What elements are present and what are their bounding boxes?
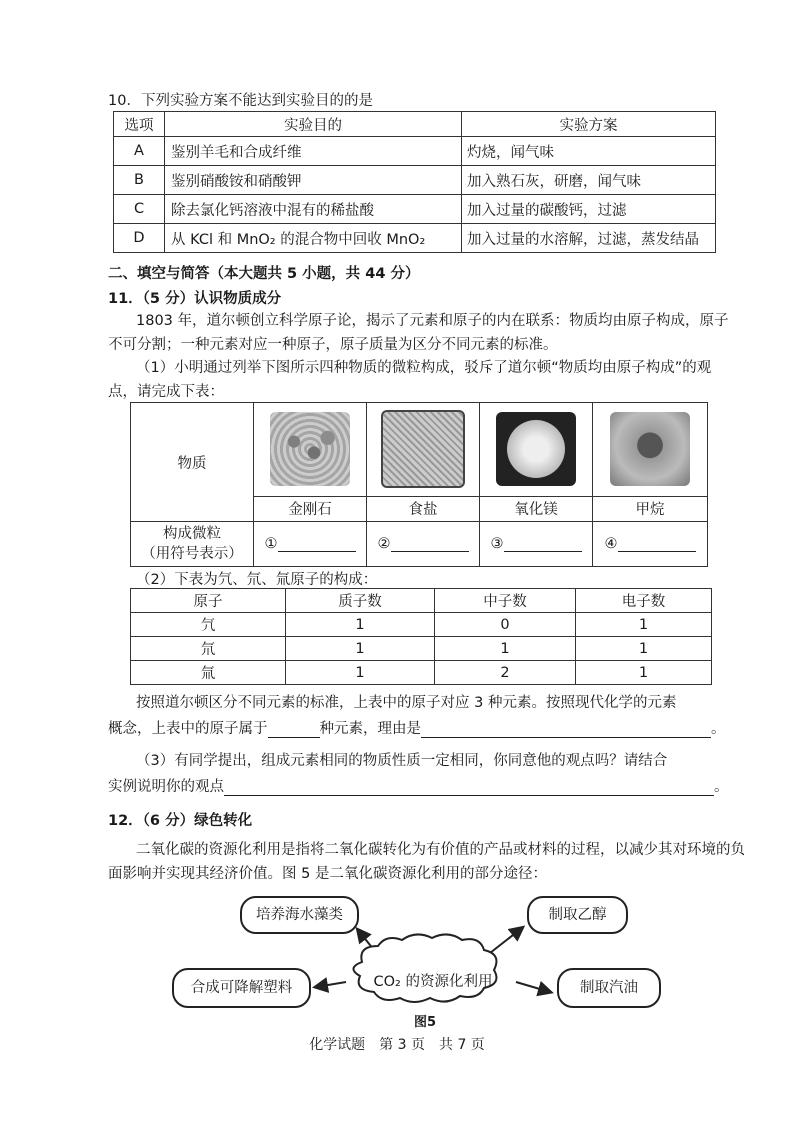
- blank-marker: ②: [377, 536, 391, 552]
- col-header: 实验目的: [165, 112, 462, 137]
- substance-label: 食盐: [367, 496, 480, 521]
- q11-intro: 1803 年，道尔顿创立科学原子论，揭示了元素和原子的内在联系：物质均由原子构成，原子不可分割；一种元素对应一种原子，原子质量为区分不同元素的标准。: [108, 313, 729, 353]
- plan-cell: 加入过量的碳酸钙，过滤: [462, 195, 716, 224]
- node-ethanol: 制取乙醇: [527, 896, 628, 934]
- row-label-line: （用符号表示）: [141, 546, 243, 562]
- option-label: D: [114, 224, 165, 253]
- atom-name: 氚: [131, 661, 286, 685]
- col-header: 质子数: [286, 589, 435, 613]
- neutron-count: 0: [435, 613, 576, 637]
- electron-count: 1: [576, 661, 712, 685]
- node-seaweed: 培养海水藻类: [240, 896, 359, 934]
- atom-name: 氘: [131, 637, 286, 661]
- row-label: 物质: [131, 403, 254, 522]
- arrow: [316, 982, 346, 987]
- col-header: 实验方案: [462, 112, 716, 137]
- option-label: A: [114, 137, 165, 166]
- substance-label: 氧化镁: [480, 496, 593, 521]
- arrow: [490, 928, 522, 953]
- plan-cell: 加入熟石灰，研磨，闻气味: [462, 166, 716, 195]
- proton-count: 1: [286, 661, 435, 685]
- center-cloud-label: CO₂ 的资源化利用: [373, 974, 493, 990]
- substance-label: 甲烷: [593, 496, 708, 521]
- q10-title: 10．下列实验方案不能达到实验目的的是: [108, 93, 373, 109]
- neutron-count: 2: [435, 661, 576, 685]
- substance-label: 金刚石: [254, 496, 367, 521]
- q11-part3: （3）有同学提出，组成元素相同的物质性质一定相同，你同意他的观点吗？请结合: [136, 753, 668, 769]
- option-label: B: [114, 166, 165, 195]
- atom-name: 氕: [131, 613, 286, 637]
- q12-intro: 二氧化碳的资源化利用是指将二氧化碳转化为有价值的产品或材料的过程，以减少其对环境的负面影响并实现其经济价值。图 5 是二氧化碳资源化利用的部分途径：: [108, 842, 745, 882]
- plan-cell: 加入过量的水溶解，过滤，蒸发结晶: [462, 224, 716, 253]
- col-header: 电子数: [576, 589, 712, 613]
- proton-count: 1: [286, 613, 435, 637]
- col-header: 中子数: [435, 589, 576, 613]
- fill-text: 实例说明你的观点: [108, 779, 224, 795]
- electron-count: 1: [576, 637, 712, 661]
- q11-part1: （1）小明通过列举下图所示四种物质的微粒构成，驳斥了道尔顿“物质均由原子构成”的观点，请完成下表：: [108, 360, 712, 400]
- fill-text: 。: [714, 779, 729, 795]
- proton-count: 1: [286, 637, 435, 661]
- goal-cell: 除去氯化钙溶液中混有的稀盐酸: [165, 195, 462, 224]
- col-header: 选项: [114, 112, 165, 137]
- blank-marker: ④: [604, 536, 618, 552]
- goal-cell: 鉴别硝酸铵和硝酸钾: [165, 166, 462, 195]
- fill-text: 。: [711, 721, 726, 737]
- center-cloud: [353, 934, 496, 1002]
- col-header: 原子: [131, 589, 286, 613]
- node-plastic: 合成可降解塑料: [172, 968, 311, 1008]
- q11-title: 11．（5 分）认识物质成分: [108, 291, 282, 307]
- arrow: [516, 982, 550, 992]
- q12-title: 12．（6 分）绿色转化: [108, 813, 253, 829]
- q11-part2: （2）下表为氕、氘、氚原子的构成：: [136, 572, 378, 588]
- q11-part2-text: 按照道尔顿区分不同元素的标准，上表中的原子对应 3 种元素。按照现代化学的元素: [136, 695, 677, 711]
- row-label-line: 构成微粒: [163, 526, 221, 542]
- plan-cell: 灼烧，闻气味: [462, 137, 716, 166]
- node-gasoline: 制取汽油: [557, 968, 661, 1008]
- blank-marker: ①: [264, 536, 278, 552]
- goal-cell: 鉴别羊毛和合成纤维: [165, 137, 462, 166]
- option-label: C: [114, 195, 165, 224]
- fill-text: 种元素，理由是: [319, 721, 421, 737]
- goal-cell: 从 KCl 和 MnO₂ 的混合物中回收 MnO₂: [165, 224, 462, 253]
- blank-marker: ③: [490, 536, 504, 552]
- section-heading: 二、填空与简答（本大题共 5 小题，共 44 分）: [108, 266, 420, 282]
- fill-text: 概念，上表中的原子属于: [108, 721, 268, 737]
- electron-count: 1: [576, 613, 712, 637]
- figure-label: 图5: [414, 1015, 437, 1030]
- neutron-count: 1: [435, 637, 576, 661]
- page-footer: 化学试题 第 3 页 共 7 页: [309, 1037, 485, 1053]
